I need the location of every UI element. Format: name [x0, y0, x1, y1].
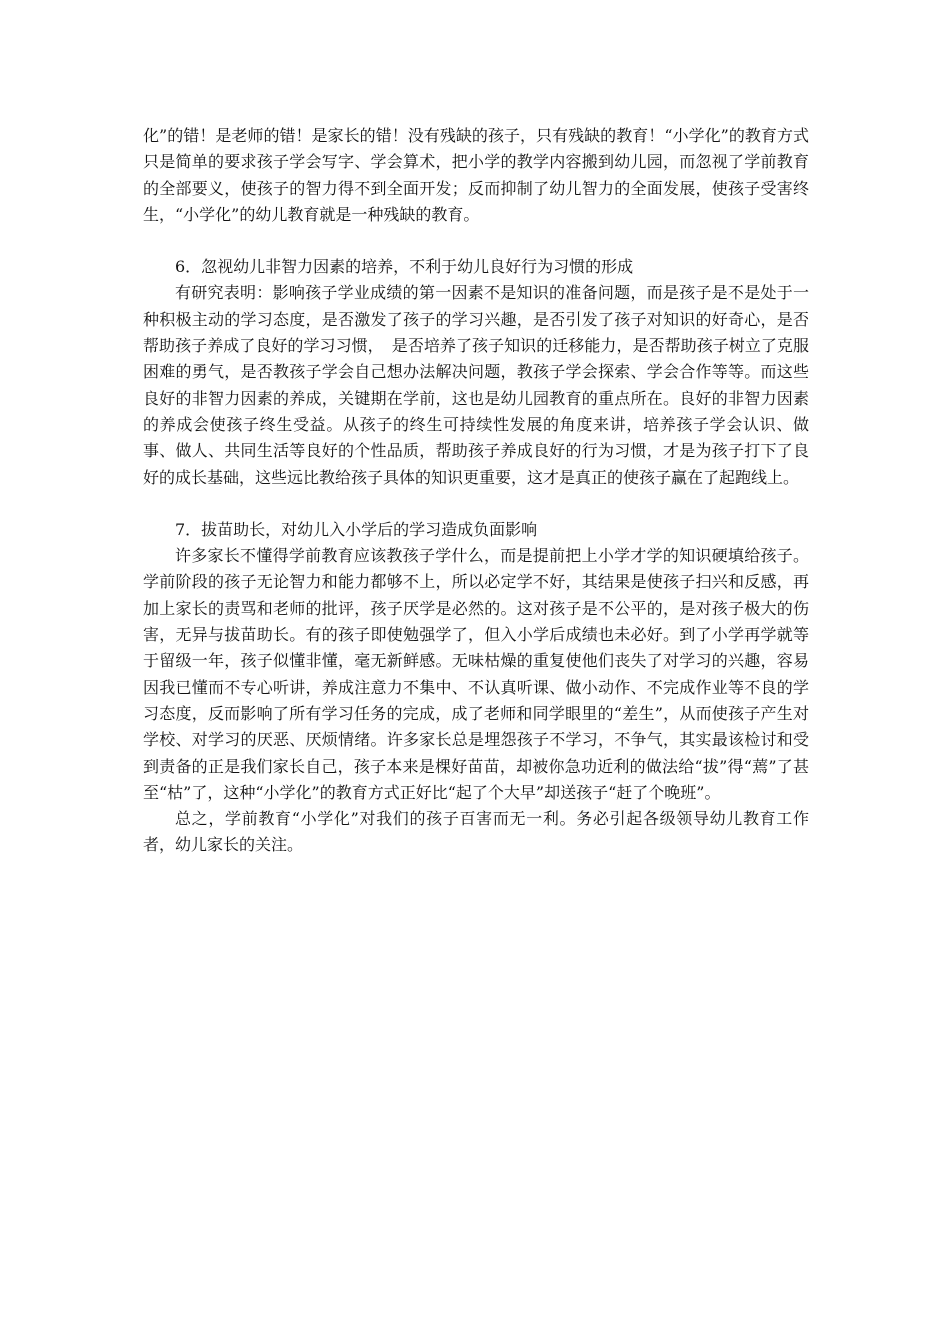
section-heading-6: 6．忽视幼儿非智力因素的培养，不利于幼儿良好行为习惯的形成 [175, 257, 634, 277]
paragraph-spacer [143, 228, 809, 254]
document-body [143, 123, 809, 859]
paragraph-intro-continuation: 化”的错！是老师的错！是家长的错！没有残缺的孩子，只有残缺的教育！“小学化”的教育方式只是简单的要求孩子学会写字、学会算术，把小学的教学内容搬到幼儿园，而忽视了学前教育的全部要义，使孩子的智力得不到全面开发；反而抑制了幼儿智力的全面发展，使孩子受害终生，“小学化”的幼儿教育就是一种残缺的教育。 [143, 126, 809, 224]
paragraph-conclusion: 总之，学前教育“小学化”对我们的孩子百害而无一利。务必引起各级领导幼儿教育工作者，幼儿家长的关注。 [143, 809, 809, 855]
paragraph-spacer [143, 491, 809, 517]
paragraph-section-7: 许多家长不懂得学前教育应该教孩子学什么，而是提前把上小学才学的知识硬填给孩子。学前阶段的孩子无论智力和能力都够不上，所以必定学不好，其结果是使孩子扫兴和反感，再加上家长的责骂和老师的批评，孩子厌学是必然的。这对孩子是不公平的，是对孩子极大的伤害，无异与拔苗助长。有的孩子即使勉强学了，但入小学后成绩也未必好。到了小学再学就等于留级一年，孩子似懂非懂，毫无新鲜感。无味枯燥的重复使他们丧失了对学习的兴趣，容易因我已懂而不专心听讲，养成注意力不集中、不认真听课、做小动作、不完成作业等不良的学习态度，反而影响了所有学习任务的完成，成了老师和同学眼里的“差生”，从而使孩子产生对学校、对学习的厌恶、厌烦情绪。许多家长总是埋怨孩子不学习，不争气，其实最该检讨和受到责备的正是我们家长自己，孩子本来是棵好苗苗，却被你急功近利的做法给“拔”得“蔫”了甚至“枯”了，这种“小学化”的教育方式正好比“起了个大早”却送孩子“赶了个晚班”。 [143, 546, 809, 802]
paragraph-section-6: 有研究表明：影响孩子学业成绩的第一因素不是知识的准备问题，而是孩子是不是处于一种积极主动的学习态度，是否激发了孩子的学习兴趣，是否引发了孩子对知识的好奇心，是否帮助孩子养成了良好的学习习惯， 是否培养了孩子知识的迁移能力，是否帮助孩子树立了克服困难的勇气，是否教孩子学会自己想办法解决问题，教孩子学会探索、学会合作等等。而这些良好的非智力因素的养成，关键期在学前，这也是幼儿园教育的重点所在。良好的非智力因素的养成会使孩子终生受益。从孩子的终生可持续性发展的角度来讲，培养孩子学会认识、做事、做人、共同生活等良好的个性品质，帮助孩子养成良好的行为习惯，才是为孩子打下了良好的成长基础，这些远比教给孩子具体的知识更重要，这才是真正的使孩子赢在了起跑线上。 [143, 283, 809, 487]
section-heading-7: 7．拔苗助长，对幼儿入小学后的学习造成负面影响 [175, 519, 538, 539]
